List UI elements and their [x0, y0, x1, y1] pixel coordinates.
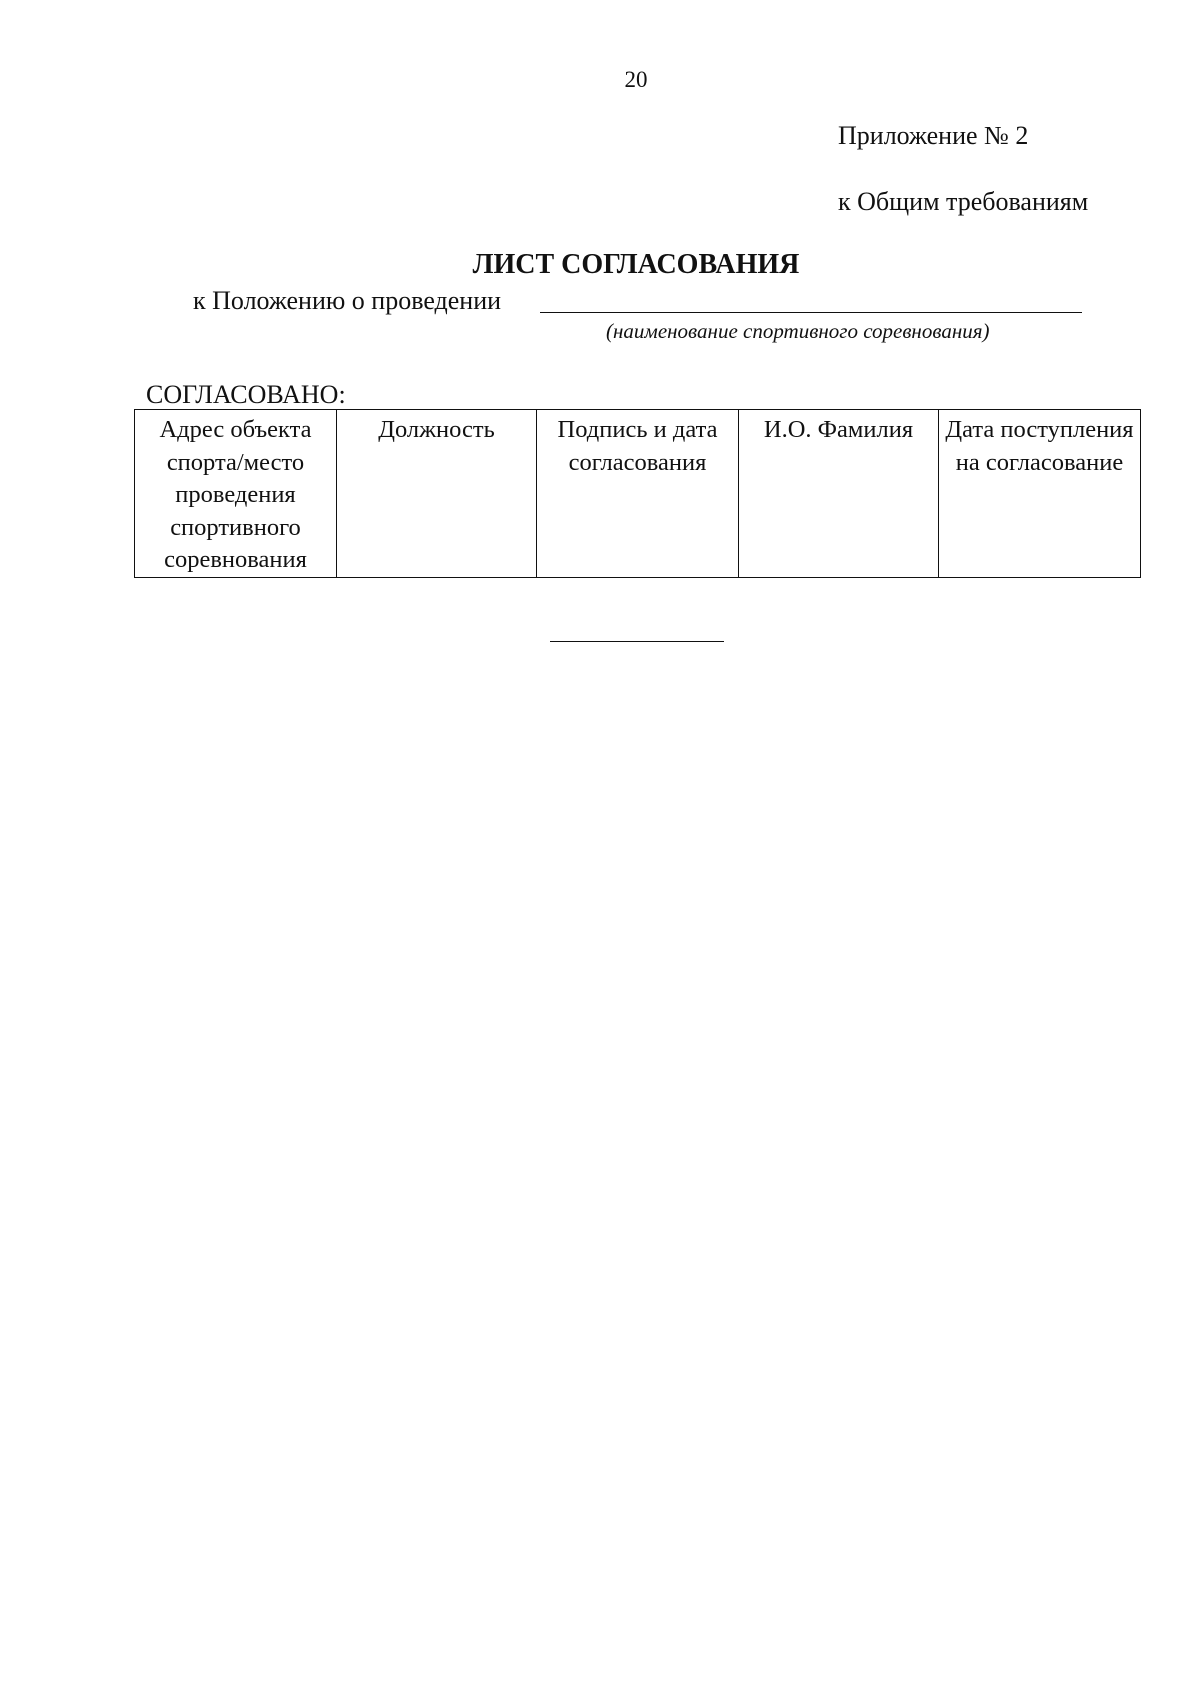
header-cell-position: Должность	[337, 410, 537, 578]
header-cell-signature-date: Подпись и дата согласования	[537, 410, 739, 578]
table-header-row	[135, 410, 1141, 578]
closing-divider	[550, 641, 724, 642]
approval-table	[134, 409, 1141, 578]
agreed-label: СОГЛАСОВАНО:	[146, 380, 346, 409]
header-cell-address: Адрес объекта спорта/место проведения спортивного соревнования	[135, 410, 337, 578]
document-subtitle: к Положению о проведении	[193, 286, 502, 315]
header-cell-full-name: И.О. Фамилия	[739, 410, 939, 578]
appendix-reference: к Общим требованиям	[838, 187, 1089, 216]
header-cell-received-date: Дата поступления на согласование	[939, 410, 1141, 578]
document-title: ЛИСТ СОГЛАСОВАНИЯ	[472, 249, 800, 280]
page-number: 20	[624, 67, 648, 92]
competition-name-fill-line	[540, 312, 1082, 313]
appendix-number: Приложение № 2	[838, 121, 1029, 150]
competition-name-hint: (наименование спортивного соревнования)	[606, 319, 990, 343]
